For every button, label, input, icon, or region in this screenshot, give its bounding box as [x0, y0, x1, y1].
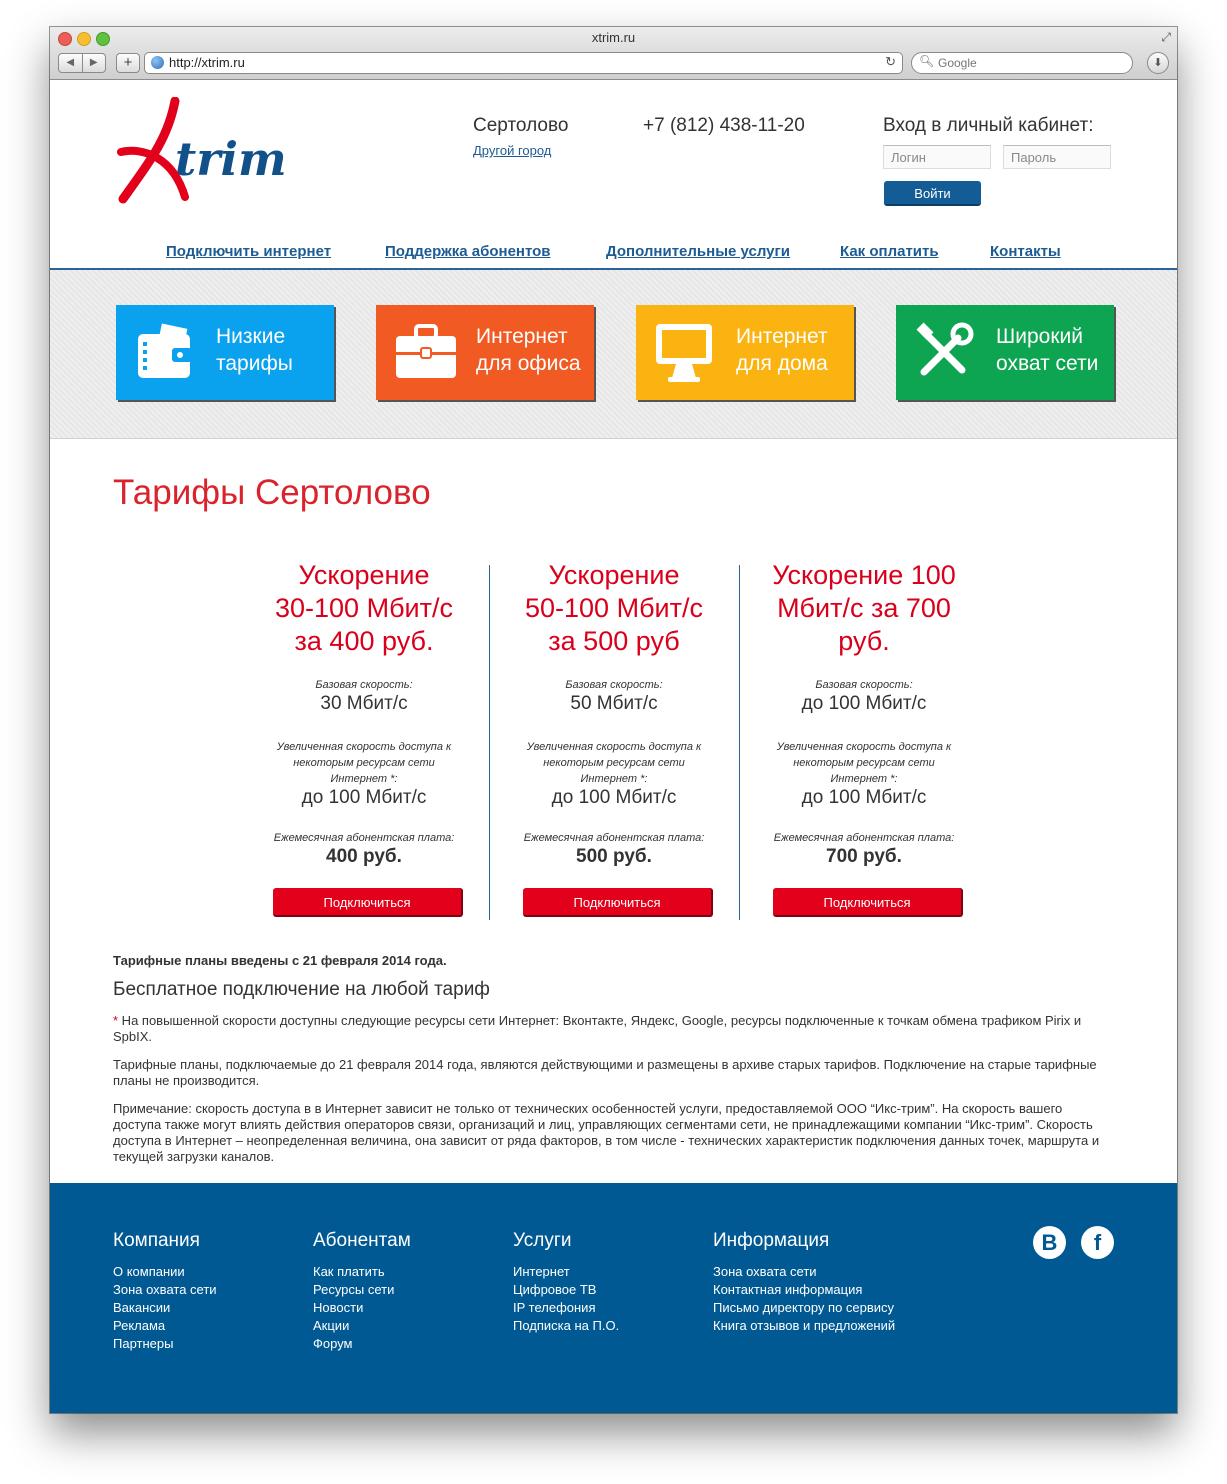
- back-button[interactable]: ◀: [59, 54, 83, 72]
- login-field[interactable]: Логин: [883, 145, 991, 169]
- footnote-paragraph: * На повышенной скорости доступны следующие ресурсы сети Интернет: Вконтакте, Яндекс, Google, ресурсы подключенные к точкам обмена трафиком Pirix и SpbIX.: [113, 1013, 1082, 1044]
- search-icon: 🔍︎: [919, 54, 935, 68]
- window-title: xtrim.ru: [591, 30, 636, 45]
- footer-link[interactable]: Новости: [313, 1300, 364, 1315]
- tariff-divider: [739, 565, 740, 920]
- url-text: http://xtrim.ru: [169, 55, 245, 70]
- footer-link[interactable]: Письмо директору по сервису: [713, 1300, 895, 1315]
- downloads-icon[interactable]: ⬇: [1147, 52, 1169, 74]
- feature-low-tariffs[interactable]: [116, 305, 334, 400]
- fee-value: 500 руб.: [576, 846, 652, 867]
- free-connection-heading: Бесплатное подключение на любой тариф: [113, 979, 490, 1000]
- footer-link[interactable]: О компании: [113, 1264, 185, 1279]
- footer-link[interactable]: Акции: [313, 1318, 350, 1333]
- footer-column-company: [113, 1230, 217, 1353]
- site-footer: [50, 1183, 1177, 1413]
- footer-link[interactable]: Как платить: [313, 1264, 385, 1279]
- tariffs-intro-note: Тарифные планы введены с 21 февраля 2014 года.: [113, 953, 447, 968]
- feature-wide-coverage[interactable]: [896, 305, 1114, 400]
- archive-paragraph: Тарифные планы, подключаемые до 21 февраля 2014 года, являются действующими и размещены в архиве старых тарифов. Подключение на старые тарифные планы не производится.: [113, 1057, 1097, 1088]
- page-title: Тарифы Сертолово: [113, 473, 431, 512]
- tools-icon: [914, 322, 974, 382]
- logo-text: trim: [175, 132, 287, 186]
- connect-button[interactable]: Подключиться: [773, 888, 963, 917]
- tariff-card: [749, 559, 979, 910]
- footer-heading: Компания: [113, 1230, 200, 1251]
- boost-speed-label: Увеличенная скорость доступа к некоторым ресурсам сети Интернет *:: [526, 741, 702, 785]
- base-speed-label: Базовая скорость:: [565, 679, 663, 691]
- login-title: Вход в личный кабинет:: [883, 115, 1094, 136]
- password-field[interactable]: Пароль: [1003, 145, 1111, 169]
- footer-link[interactable]: Реклама: [113, 1318, 166, 1333]
- tariff-name: Ускорение 100 Мбит/с за 700 руб.: [772, 560, 956, 656]
- xtrim-logo[interactable]: [113, 97, 293, 207]
- phone-number: +7 (812) 438-11-20: [643, 115, 805, 136]
- boost-speed-value: до 100 Мбит/с: [551, 787, 677, 808]
- remark-paragraph: Примечание: скорость доступа в в Интернет зависит не только от технических особенностей услуги, предоставляемой ООО “Икс-трим”. На скорость вашего доступа также могут влиять действия операторов связи, организаций и лиц, управляющих сегментами сети, не принадлежащими компании “Икс-трим”. Скорость доступа в Интернет – неопределенная величина, она зависит от ряда факторов, в том числе - технических характеристик подключения данных точек, маршрута и текущей загрузки каналов.: [113, 1101, 1100, 1164]
- fee-value: 700 руб.: [826, 846, 902, 867]
- menu-contacts[interactable]: Контакты: [990, 243, 1061, 260]
- tariff-card: [499, 559, 729, 910]
- footer-column-information: [713, 1230, 895, 1335]
- login-button[interactable]: Войти: [884, 181, 981, 206]
- fee-label: Ежемесячная абонентская плата:: [523, 832, 705, 844]
- wallet-icon: [134, 322, 194, 382]
- fee-value: 400 руб.: [326, 846, 402, 867]
- feature-label: тарифы: [216, 352, 293, 375]
- tariff-name: Ускорение 50-100 Мбит/с за 500 руб: [525, 560, 703, 656]
- boost-speed-label: Увеличенная скорость доступа к некоторым ресурсам сети Интернет *:: [776, 741, 952, 785]
- menu-additional-services[interactable]: Дополнительные услуги: [606, 243, 790, 260]
- facebook-icon[interactable]: f: [1081, 1226, 1114, 1259]
- footer-heading: Информация: [713, 1230, 830, 1251]
- feature-label: для офиса: [476, 352, 581, 375]
- tariff-name: Ускорение 30-100 Мбит/с за 400 руб.: [275, 560, 453, 656]
- footer-link[interactable]: Партнеры: [113, 1336, 174, 1351]
- boost-speed-value: до 100 Мбит/с: [801, 787, 927, 808]
- forward-button[interactable]: ▶: [89, 57, 98, 68]
- connect-button[interactable]: Подключиться: [523, 888, 713, 917]
- footer-heading: Абонентам: [313, 1230, 411, 1251]
- new-tab-button[interactable]: +: [116, 53, 140, 73]
- footer-link[interactable]: Книга отзывов и предложений: [713, 1318, 896, 1333]
- feature-label: для дома: [736, 352, 828, 375]
- footer-column-subscribers: [313, 1230, 411, 1353]
- base-speed-value: 30 Мбит/с: [320, 693, 408, 714]
- footer-link[interactable]: Интернет: [513, 1264, 570, 1279]
- boost-speed-value: до 100 Мбит/с: [301, 787, 427, 808]
- feature-office-internet[interactable]: [376, 305, 594, 400]
- base-speed-value: 50 Мбит/с: [570, 693, 658, 714]
- base-speed-value: до 100 Мбит/с: [801, 693, 927, 714]
- base-speed-label: Базовая скорость:: [815, 679, 913, 691]
- boost-speed-label: Увеличенная скорость доступа к некоторым ресурсам сети Интернет *:: [276, 741, 452, 785]
- address-bar[interactable]: [144, 52, 903, 74]
- menu-connect-internet[interactable]: Подключить интернет: [166, 243, 332, 260]
- footer-link[interactable]: Контактная информация: [713, 1282, 863, 1297]
- menu-how-to-pay[interactable]: Как оплатить: [840, 243, 939, 260]
- footer-heading: Услуги: [513, 1230, 572, 1251]
- footer-link[interactable]: Вакансии: [113, 1300, 171, 1315]
- footer-link[interactable]: Форум: [313, 1336, 353, 1351]
- monitor-icon: [654, 322, 714, 384]
- footer-link[interactable]: Подписка на П.О.: [513, 1318, 620, 1333]
- footer-link[interactable]: Зона охвата сети: [113, 1282, 217, 1297]
- tariff-divider: [489, 565, 490, 920]
- footer-link[interactable]: Зона охвата сети: [713, 1264, 817, 1279]
- briefcase-icon: [394, 322, 458, 382]
- reload-icon[interactable]: ↻: [885, 54, 896, 69]
- footer-link[interactable]: Ресурсы сети: [313, 1282, 395, 1297]
- feature-label: Интернет: [736, 325, 828, 348]
- feature-home-internet[interactable]: [636, 305, 854, 400]
- browser-toolbar: [50, 27, 1177, 80]
- change-city-link[interactable]: Другой город: [473, 143, 552, 158]
- footer-link[interactable]: Цифровое ТВ: [513, 1282, 597, 1297]
- fee-label: Ежемесячная абонентская плата:: [273, 832, 455, 844]
- back-forward-buttons: [58, 53, 106, 73]
- feature-label: охват сети: [996, 352, 1099, 375]
- globe-icon: [151, 56, 164, 69]
- search-placeholder: Google: [938, 56, 977, 70]
- browser-window: [50, 27, 1177, 1413]
- footer-link[interactable]: IP телефония: [513, 1300, 596, 1315]
- feature-label: Интернет: [476, 325, 568, 348]
- footer-column-services: [513, 1230, 619, 1335]
- menu-subscriber-support[interactable]: Поддержка абонентов: [385, 243, 551, 260]
- feature-label: Низкие: [216, 325, 286, 348]
- feature-label: Широкий: [996, 325, 1083, 348]
- connect-button[interactable]: Подключиться: [273, 888, 463, 917]
- search-field[interactable]: [911, 52, 1133, 74]
- vk-icon[interactable]: B: [1033, 1226, 1066, 1259]
- current-city: Сертолово: [473, 115, 569, 136]
- base-speed-label: Базовая скорость:: [315, 679, 413, 691]
- fee-label: Ежемесячная абонентская плата:: [773, 832, 955, 844]
- features-strip: [50, 270, 1177, 439]
- fullscreen-icon[interactable]: ⤢: [1161, 30, 1171, 44]
- tariff-card: [249, 559, 479, 910]
